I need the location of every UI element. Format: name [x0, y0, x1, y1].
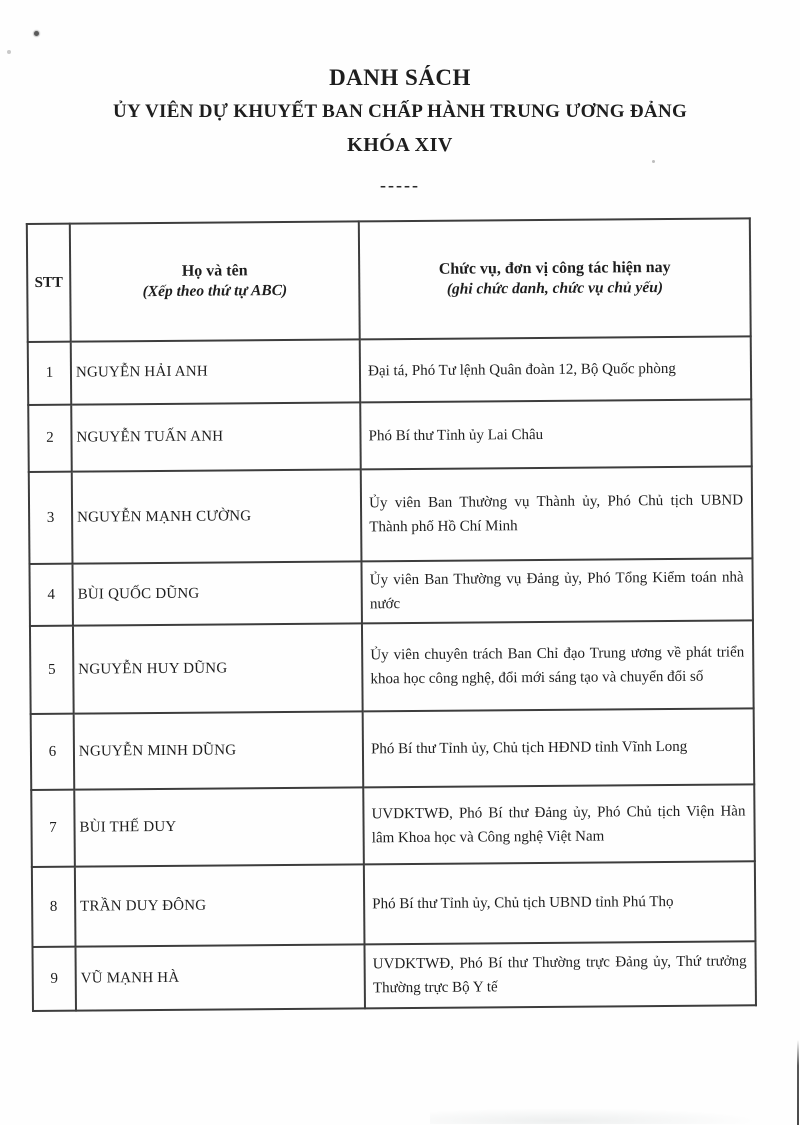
- scan-speck: [7, 50, 11, 54]
- header-position-note: (ghi chức danh, chức vụ chủ yếu): [446, 279, 664, 298]
- document-subtitle: ỦY VIÊN DỰ KHUYẾT BAN CHẤP HÀNH TRUNG ƯƠNG ĐẢNG: [112, 101, 688, 122]
- table-body: [28, 336, 756, 1011]
- member-position-cell: Phó Bí thư Tỉnh ủy, Chủ tịch UBND tỉnh Phú Thọ: [364, 861, 756, 944]
- row-number-cell: 2: [28, 405, 71, 472]
- member-name-cell: NGUYỄN HẢI ANH: [71, 339, 361, 404]
- table-row: [32, 861, 756, 947]
- member-name-cell: NGUYỄN MINH DŨNG: [74, 711, 364, 789]
- member-name-cell: TRẦN DUY ĐÔNG: [75, 864, 365, 946]
- member-position-cell: UVDKTWĐ, Phó Bí thư Đảng ủy, Phó Chủ tịch Viện Hàn lâm Khoa học và Công nghệ Việt Nam: [363, 784, 754, 864]
- row-number-cell: 8: [32, 867, 76, 947]
- row-number-cell: 1: [28, 342, 71, 405]
- header-cell-position: [359, 218, 751, 339]
- member-name-cell: BÙI THẾ DUY: [74, 787, 364, 866]
- table-header: [27, 218, 751, 342]
- member-position-cell: Ủy viên Ban Thường vụ Thành ủy, Phó Chủ tịch UBND Thành phố Hồ Chí Minh: [361, 466, 753, 561]
- document-header: [0, 0, 800, 201]
- table-row: [29, 466, 753, 564]
- member-position-cell: Ủy viên chuyên trách Ban Chỉ đạo Trung ương về phát triển khoa học công nghệ, đổi mới sáng tạo và chuyển đổi số: [362, 620, 754, 711]
- header-name-note: (Xếp theo thứ tự ABC): [142, 281, 288, 301]
- scan-speck: [652, 160, 655, 163]
- member-name-cell: BÙI QUỐC DŨNG: [72, 561, 362, 625]
- row-number-cell: 9: [32, 947, 75, 1011]
- row-number-cell: 4: [29, 564, 72, 626]
- scan-speck: [34, 31, 39, 36]
- member-position-cell: UVDKTWĐ, Phó Bí thư Thường trực Đảng ủy, Thứ trưởng Thường trực Bộ Y tế: [365, 941, 756, 1008]
- table-row: [28, 399, 752, 472]
- row-number-cell: 6: [31, 714, 75, 790]
- separator-dashes: -----: [380, 175, 420, 195]
- row-number-cell: 5: [30, 626, 74, 714]
- roster-table: [26, 217, 757, 1012]
- table-row: [30, 620, 754, 714]
- scan-edge-artifact: [797, 1040, 799, 1125]
- document-term: KHÓA XIV: [347, 134, 453, 156]
- row-number-cell: 7: [31, 790, 75, 867]
- table-row: [29, 558, 752, 626]
- row-number-cell: 3: [29, 472, 73, 564]
- member-position-cell: Đại tá, Phó Tư lệnh Quân đoàn 12, Bộ Quốc phòng: [360, 336, 751, 402]
- scan-smudge-artifact: [430, 1108, 760, 1124]
- table-row: [31, 708, 755, 790]
- header-cell-stt: STT: [27, 224, 71, 342]
- header-row: [27, 218, 751, 342]
- table-row: [28, 336, 751, 405]
- member-name-cell: NGUYỄN MẠNH CƯỜNG: [72, 469, 362, 563]
- member-position-cell: Ủy viên Ban Thường vụ Đảng ủy, Phó Tổng Kiểm toán nhà nước: [362, 558, 753, 623]
- header-position-title: Chức vụ, đơn vị công tác hiện nay: [438, 258, 671, 278]
- member-name-cell: VŨ MẠNH HÀ: [75, 944, 365, 1010]
- member-position-cell: Phó Bí thư Tỉnh ủy Lai Châu: [360, 399, 751, 469]
- member-name-cell: NGUYỄN HUY DŨNG: [73, 623, 363, 713]
- document-title: DANH SÁCH: [329, 65, 471, 90]
- header-cell-name: [70, 221, 360, 341]
- header-name-title: Họ và tên: [181, 262, 248, 280]
- member-name-cell: NGUYỄN TUẤN ANH: [71, 402, 361, 471]
- member-position-cell: Phó Bí thư Tỉnh ủy, Chủ tịch HĐND tỉnh Vĩnh Long: [363, 708, 754, 787]
- table-row: [32, 941, 755, 1011]
- table-row: [31, 784, 755, 867]
